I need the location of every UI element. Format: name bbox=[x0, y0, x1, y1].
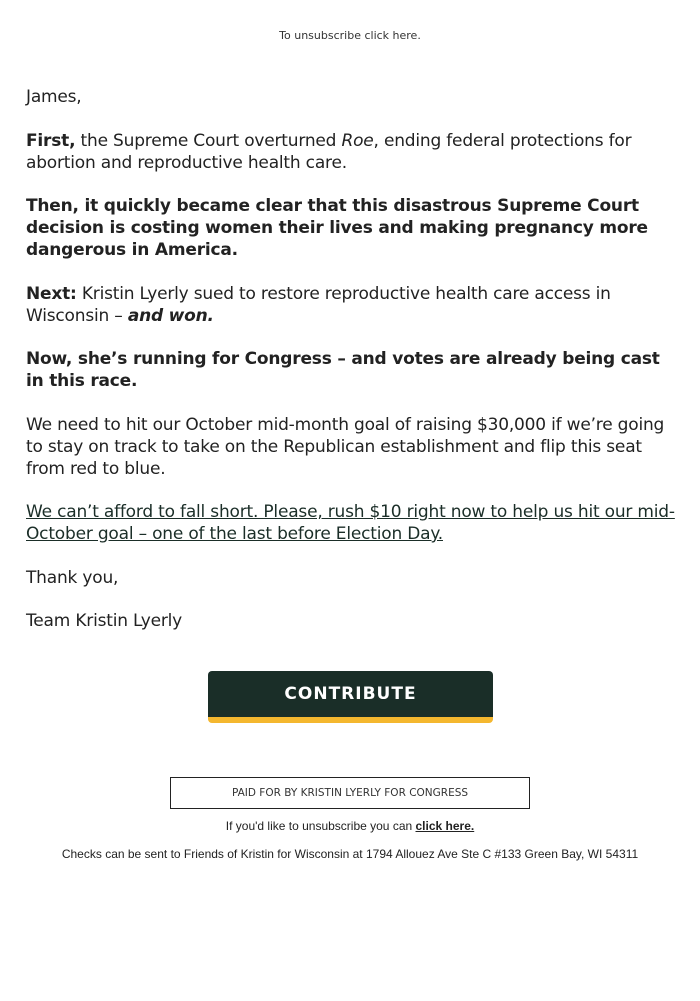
paragraph-4 bbox=[26, 348, 676, 392]
top-unsubscribe-link[interactable]: To unsubscribe click here. bbox=[279, 29, 421, 42]
p1-text: the Supreme Court overturned bbox=[75, 130, 342, 151]
unsubscribe-link[interactable]: click here. bbox=[415, 819, 475, 833]
p3-bold: Next: bbox=[26, 283, 77, 304]
p4-bold: Now, she’s running for Congress – and votes are already being cast in this race. bbox=[26, 349, 660, 391]
unsub-text: If you'd like to unsubscribe you can bbox=[225, 819, 416, 833]
closing: Thank you, bbox=[26, 567, 119, 588]
letter-body bbox=[26, 86, 676, 654]
p1-em: Roe bbox=[341, 130, 374, 151]
greeting: James, bbox=[26, 87, 82, 107]
donate-link[interactable]: We can’t afford to fall short. Please, rush $10 right now to help us hit our mid-October goal – one of the last before Election Day. bbox=[26, 502, 675, 544]
p1-bold: First, bbox=[26, 130, 76, 151]
p3-em: and won. bbox=[127, 305, 214, 326]
paragraph-6 bbox=[26, 501, 676, 545]
p1-text-2: , ending federal protections for abortion and reproductive health care. bbox=[26, 130, 632, 173]
footer-unsubscribe bbox=[0, 819, 700, 833]
mailing-address: Checks can be sent to Friends of Kristin for Wisconsin at 1794 Allouez Ave Ste C #133 Green Bay, WI 54311 bbox=[61, 847, 639, 861]
paragraph-2 bbox=[26, 195, 676, 261]
signature: Team Kristin Lyerly bbox=[26, 611, 183, 631]
paragraph-3 bbox=[26, 283, 676, 327]
paragraph-1 bbox=[26, 130, 676, 174]
paragraph-5: We need to hit our October mid-month goal of raising $30,000 if we’re going to stay on track to take on the Republican establishment and flip this seat from red to blue. bbox=[26, 414, 665, 479]
p3-text: Kristin Lyerly sued to restore reproductive health care access in Wisconsin – bbox=[26, 283, 611, 326]
p2-bold: Then, it quickly became clear that this disastrous Supreme Court decision is costing women their lives and making pregnancy more dangerous in America. bbox=[26, 196, 648, 260]
paid-for-disclaimer: PAID FOR BY KRISTIN LYERLY FOR CONGRESS bbox=[170, 777, 530, 809]
contribute-button[interactable]: CONTRIBUTE bbox=[208, 671, 493, 723]
